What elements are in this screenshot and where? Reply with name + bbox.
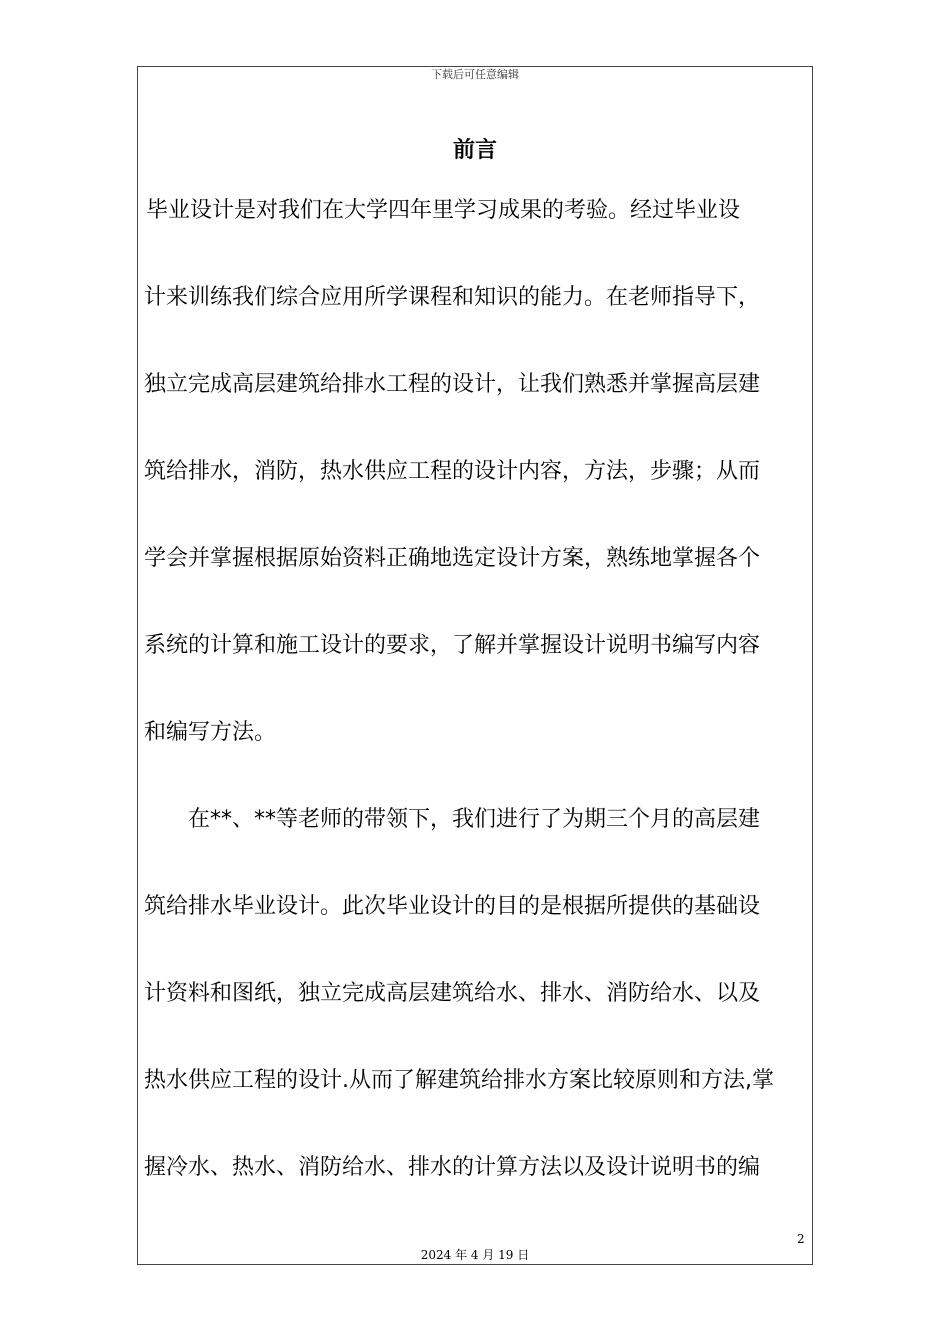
paragraph-2-line-5: 握冷水、热水、消防给水、排水的计算方法以及设计说明书的编 <box>144 1155 761 1180</box>
paragraph-2-line-4: 热水供应工程的设计.从而了解建筑给排水方案比较原则和方法,掌 <box>144 1068 774 1093</box>
paragraph-1-line-5: 学会并掌握根据原始资料正确地选定设计方案，熟练地掌握各个 <box>144 546 761 571</box>
document-body <box>144 196 806 1240</box>
paragraph-2-line-1: 在**、**等老师的带领下，我们进行了为期三个月的高层建 <box>188 807 761 832</box>
header-note: 下载后可任意编辑 <box>431 68 519 81</box>
paragraph-1-line-1: 毕业设计是对我们在大学四年里学习成果的考验。经过毕业设 <box>146 198 741 223</box>
page-title: 前言 <box>452 138 497 163</box>
paragraph-2-line-3: 计资料和图纸，独立完成高层建筑给水、排水、消防给水、以及 <box>144 981 761 1006</box>
paragraph-1-line-3: 独立完成高层建筑给排水工程的设计，让我们熟悉并掌握高层建 <box>144 372 761 397</box>
paragraph-1-line-6: 系统的计算和施工设计的要求，了解并掌握设计说明书编写内容 <box>144 633 761 658</box>
page-number: 2 <box>797 1232 805 1246</box>
paragraph-1-line-7: 和编写方法。 <box>144 720 277 745</box>
footer-date: 2024 年 4 月 19 日 <box>420 1248 530 1262</box>
paragraph-2-line-2: 筑给排水毕业设计。此次毕业设计的目的是根据所提供的基础设 <box>144 894 761 919</box>
paragraph-1-line-2: 计来训练我们综合应用所学课程和知识的能力。在老师指导下， <box>144 285 761 310</box>
paragraph-1-line-4: 筑给排水，消防，热水供应工程的设计内容，方法，步骤；从而 <box>144 459 761 484</box>
